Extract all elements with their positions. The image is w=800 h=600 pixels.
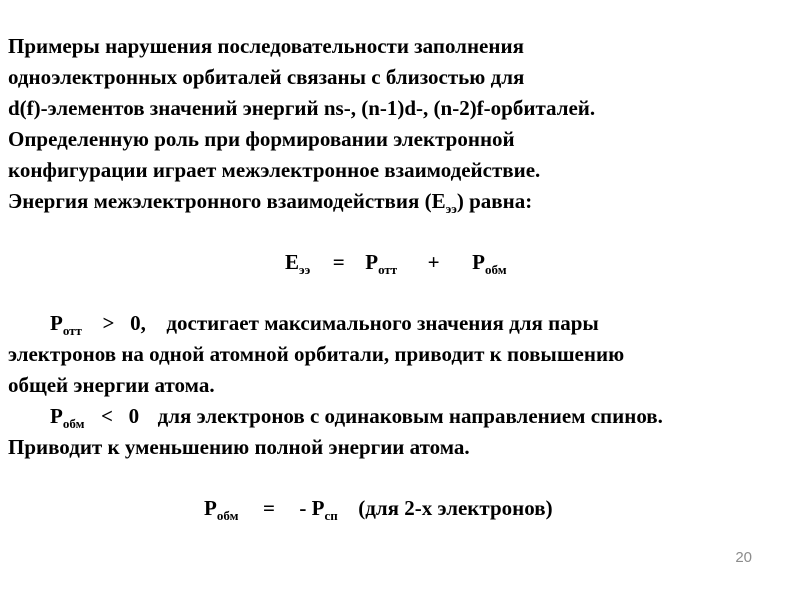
text-fragment: для электронов с одинаковым направлением спинов. <box>157 404 663 428</box>
eq-symbol: Р <box>50 404 63 428</box>
eq-symbol: Р <box>472 250 485 274</box>
eq-symbol: Р <box>204 496 217 520</box>
eq-note: (для 2-х электронов) <box>358 496 553 520</box>
p-ott-line1 <box>50 311 599 338</box>
eq-symbol: Р <box>50 311 63 335</box>
text-line: одноэлектронных орбиталей связаны с близостью для <box>8 65 525 89</box>
text-line: электронов на одной атомной орбитали, приводит к повышению <box>8 342 625 366</box>
text-line: Примеры нарушения последовательности заполнения <box>8 34 524 58</box>
eq-symbol: Р <box>365 250 379 274</box>
subscript: обм <box>62 416 85 431</box>
relation: < 0 <box>100 404 140 428</box>
relation: > 0, <box>102 311 146 335</box>
subscript: сп <box>324 508 338 523</box>
subscript: отт <box>378 262 398 277</box>
text-line: Приводит к уменьшению полной энергии атома. <box>8 435 470 459</box>
text-line: d(f)-элементов значений энергий ns-, (n-1)d-, (n-2)f-орбиталей. <box>8 96 596 120</box>
subscript: ээ <box>299 262 311 277</box>
text-line: общей энергии атома. <box>8 373 215 397</box>
text-line: конфигурации играет межэлектронное взаимодействие. <box>8 158 541 182</box>
text-fragment: достигает максимального значения для пары <box>166 311 599 335</box>
p-obm-line1 <box>50 404 663 431</box>
eq-symbol: Е <box>285 250 300 274</box>
subscript: обм <box>484 262 507 277</box>
text-line: Определенную роль при формировании электронной <box>8 127 515 151</box>
text-fragment: Энергия межэлектронного взаимодействия (Е <box>8 189 446 213</box>
text-fragment: ) равна: <box>456 189 533 213</box>
eq-operator: = <box>262 496 275 520</box>
equation-exchange <box>204 496 553 523</box>
energy-intro-line <box>8 189 533 216</box>
eq-operator: = <box>332 250 345 274</box>
eq-symbol: - Р <box>299 496 325 520</box>
subscript: обм <box>216 508 239 523</box>
eq-operator: + <box>427 250 440 274</box>
page-number: 20 <box>735 549 752 566</box>
subscript: отт <box>62 323 82 338</box>
equation-energy <box>285 250 507 277</box>
subscript: ээ <box>445 201 457 216</box>
